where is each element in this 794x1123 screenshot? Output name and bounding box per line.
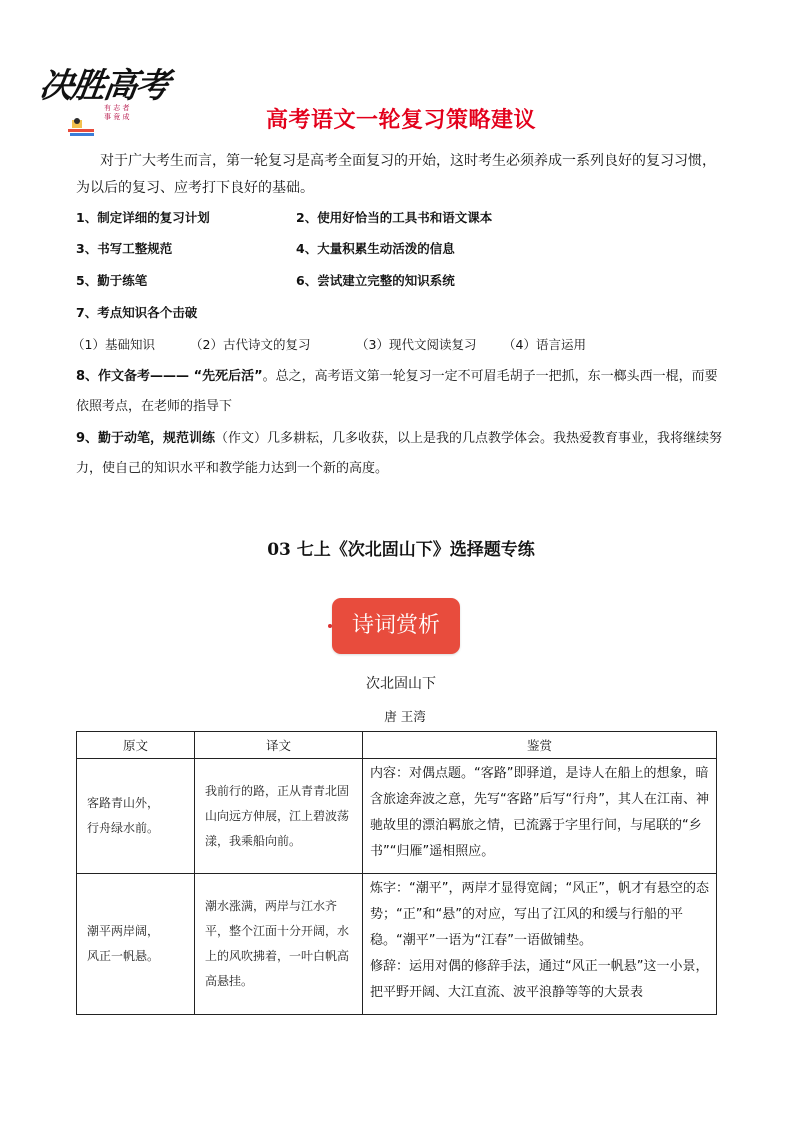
section-title: 03 七上《次北固山下》选择题专练 <box>267 540 535 560</box>
page-title: 高考语文一轮复习策略建议 <box>265 108 536 133</box>
logo-text: 决胜高考 <box>36 66 171 106</box>
list-item: 5、勤于练笔 <box>76 273 148 288</box>
table-header-row <box>77 732 717 759</box>
list-item-9: 9、勤于动笔，规范训练（作文）几多耕耘，几多收获，以上是我的几点教学体会。我热爱教育事业，我将继续努力，使自己的知识水平和教学能力达到一个新的高度。 <box>76 431 723 476</box>
list-item: 6、尝试建立完整的知识系统 <box>296 273 455 288</box>
list-item: 4、大量积累生动活泼的信息 <box>296 241 455 256</box>
section-badge: 诗词赏析 <box>332 598 460 654</box>
poem-author: 唐 王湾 <box>384 709 426 724</box>
poem-title: 次北固山下 <box>366 676 436 692</box>
poem-table <box>76 731 717 1015</box>
logo-slogan: 有 志 者 事 竟 成 <box>104 104 130 121</box>
table-header: 译文 <box>195 732 363 759</box>
appreciation-cell: 内容：对偶点题。“客路”即驿道，是诗人在船上的想象，暗含旅途奔波之意，先写“客路”后写“行舟”，其人在江南、神驰故里的漂泊羁旅之情，已流露于字里行间，与尾联的“乡书”“归雁”遥相照应。 <box>363 759 717 874</box>
original-cell: 客路青山外， 行舟绿水前。 <box>77 759 195 874</box>
list-item-8: 8、作文备考——— “先死后活”。总之，高考语文第一轮复习一定不可眉毛胡子一把抓，东一榔头西一棍，而要依照考点，在老师的指导下 <box>76 369 718 414</box>
list-item: 3、书写工整规范 <box>76 241 173 256</box>
list-item: 7、考点知识各个击破 <box>76 305 198 320</box>
table-header: 鉴赏 <box>363 732 717 759</box>
translation-cell: 我前行的路，正从青青北固山向远方伸展，江上碧波荡漾，我乘船向前。 <box>195 759 363 874</box>
sub-item: （3）现代文阅读复习 <box>356 337 477 352</box>
table-header: 原文 <box>77 732 195 759</box>
appreciation-cell: 炼字：“潮平”，两岸才显得宽阔；“风正”，帆才有悬空的态势；“正”和“悬”的对应，写出了江风的和缓与行船的平稳。“潮平”一语为“江春”一语做铺垫。 修辞：运用对偶的修辞手法，通过“风正一帆悬”这一小景，把平野开阔、大江直流、波平浪静等等的大景表 <box>363 874 717 1015</box>
sub-item: （1）基础知识 <box>72 337 155 352</box>
original-cell: 潮平两岸阔， 风正一帆悬。 <box>77 874 195 1015</box>
sub-item: （4）语言运用 <box>503 337 586 352</box>
translation-cell: 潮水涨满，两岸与江水齐平，整个江面十分开阔，水上的风吹拂着，一叶白帆高高悬挂。 <box>195 874 363 1015</box>
list-item: 1、制定详细的复习计划 <box>76 210 210 225</box>
list-item: 2、使用好恰当的工具书和语文课本 <box>296 210 493 225</box>
intro-paragraph: 对于广大考生而言，第一轮复习是高考全面复习的开始，这时考生必须养成一系列良好的复习习惯，为以后的复习、应考打下良好的基础。 <box>76 153 716 196</box>
table-row <box>77 759 717 874</box>
table-row <box>77 874 717 1015</box>
sub-item: （2）古代诗文的复习 <box>190 337 311 352</box>
